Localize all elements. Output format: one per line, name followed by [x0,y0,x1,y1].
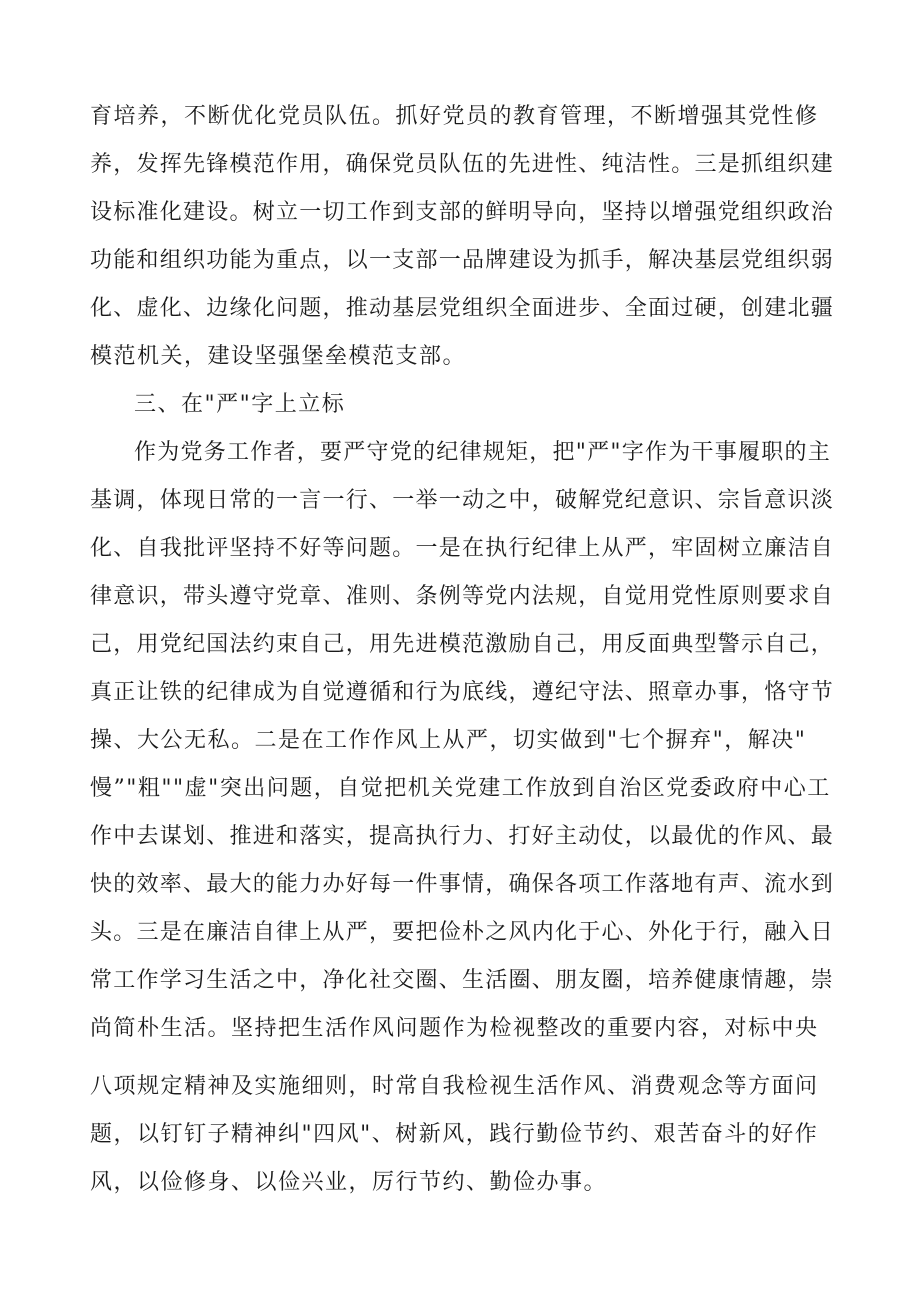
text-line: 常工作学习生活之中，净化社交圈、生活圈、朋友圈，培养健康情趣，崇 [90,968,835,993]
text-line: 育培养，不断优化党员队伍。抓好党员的教育管理，不断增强其党性修 [90,104,819,129]
text-line: 己，用党纪国法约束自己，用先进模范激励自己，用反面典型警示自己， [90,632,835,657]
text-line: 模范机关，建设坚强堡垒模范支部。 [90,344,467,369]
text-line: 慢”"粗""虚"突出问题，自觉把机关党建工作放到自治区党委政府中心工 [90,776,831,801]
text-line: 功能和组织功能为重点，以一支部一品牌建设为抓手，解决基层党组织弱 [90,248,835,273]
text-line: 律意识，带头遵守党章、准则、条例等党内法规，自觉用党性原则要求自 [90,584,835,609]
text-line: 作为党务工作者，要严守党的纪律规矩，把"严"字作为干事履职的主 [134,440,831,465]
text-line: 头。三是在廉洁自律上从严，要把俭朴之风内化于心、外化于行，融入日 [90,920,835,945]
text-line: 作中去谋划、推进和落实，提高执行力、打好主动仗，以最优的作风、最 [90,824,835,849]
text-line: 化、自我批评坚持不好等问题。一是在执行纪律上从严，牢固树立廉洁自 [90,536,835,561]
text-line: 设标准化建设。树立一切工作到支部的鲜明导向，坚持以增强党组织政治 [90,200,835,225]
text-line: 化、虚化、边缘化问题，推动基层党组织全面进步、全面过硬，创建北疆 [90,296,835,321]
text-line: 风，以俭修身、以俭兴业，厉行节约、勤俭办事。 [90,1170,608,1195]
text-line: 养，发挥先锋模范作用，确保党员队伍的先进性、纯洁性。三是抓组织建 [90,152,835,177]
text-line: 快的效率、最大的能力办好每一件事情，确保各项工作落地有声、流水到 [90,872,835,897]
text-line: 尚简朴生活。坚持把生活作风问题作为检视整改的重要内容，对标中央 [90,1016,819,1041]
section-heading: 三、在"严"字上立标 [134,392,346,417]
text-line: 真正让铁的纪律成为自觉遵循和行为底线，遵纪守法、照章办事，恪守节 [90,680,835,705]
text-line: 操、大公无私。二是在工作作风上从严，切实做到"七个摒弃"，解决" [90,728,807,753]
text-line: 八项规定精神及实施细则，时常自我检视生活作风、消费观念等方面问 [90,1074,819,1099]
text-line: 题，以钉钉子精神纠"四风"、树新风，践行勤俭节约、艰苦奋斗的好作 [90,1122,819,1147]
text-line: 基调，体现日常的一言一行、一举一动之中，破解党纪意识、宗旨意识淡 [90,488,835,513]
